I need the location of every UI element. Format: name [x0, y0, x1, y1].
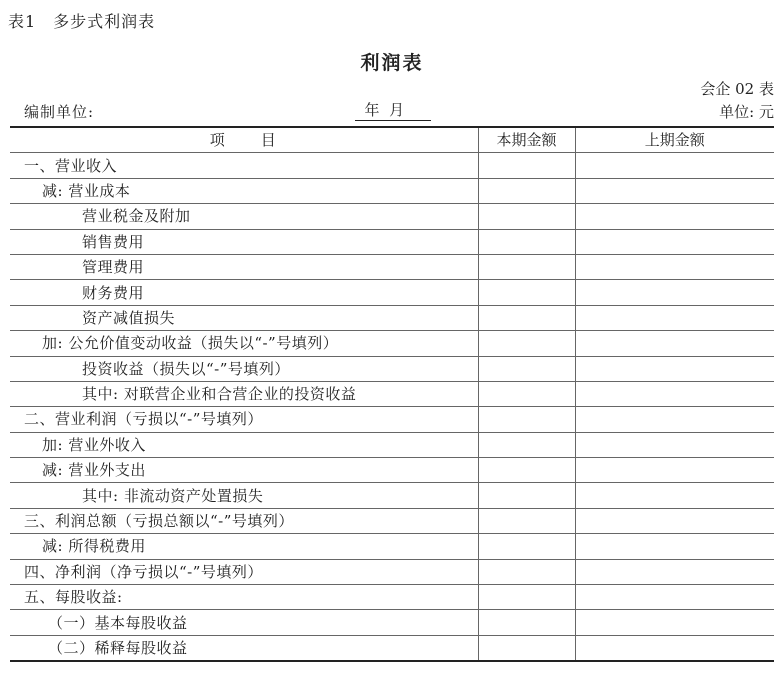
- table-row: [10, 229, 774, 254]
- table-row: [10, 305, 774, 330]
- prior-period-amount-cell: [575, 280, 774, 305]
- table-header-row: [10, 127, 774, 153]
- row-item-label: 一、营业收入: [10, 153, 478, 178]
- table-row: [10, 204, 774, 229]
- current-period-amount-cell: [478, 610, 575, 635]
- header-prior-period: 上期金额: [575, 127, 774, 153]
- page-title: 利润表: [360, 52, 424, 74]
- current-period-amount-cell: [478, 204, 575, 229]
- row-item-label: 减: 所得税费用: [10, 534, 478, 559]
- table-row: [10, 635, 774, 661]
- table-row: [10, 254, 774, 279]
- row-item-label: 四、净利润（净亏损以“-”号填列）: [10, 559, 478, 584]
- header-item: 项 目: [10, 127, 478, 153]
- current-period-amount-cell: [478, 153, 575, 178]
- table-row: [10, 331, 774, 356]
- prior-period-amount-cell: [575, 559, 774, 584]
- row-item-label: 减: 营业成本: [10, 178, 478, 203]
- current-period-amount-cell: [478, 534, 575, 559]
- prior-period-amount-cell: [575, 204, 774, 229]
- prior-period-amount-cell: [575, 178, 774, 203]
- row-item-label: 加: 营业外收入: [10, 432, 478, 457]
- currency-unit-label: 单位: 元: [719, 103, 774, 121]
- prior-period-amount-cell: [575, 585, 774, 610]
- current-period-amount-cell: [478, 178, 575, 203]
- header-current-period: 本期金额: [478, 127, 575, 153]
- row-item-label: 资产减值损失: [10, 305, 478, 330]
- row-item-label: 其中: 对联营企业和合营企业的投资收益: [10, 381, 478, 406]
- prior-period-amount-cell: [575, 432, 774, 457]
- current-period-amount-cell: [478, 254, 575, 279]
- prior-period-amount-cell: [575, 635, 774, 661]
- table-row: [10, 178, 774, 203]
- period-field: 年 月: [355, 99, 431, 121]
- current-period-amount-cell: [478, 483, 575, 508]
- row-item-label: 管理费用: [10, 254, 478, 279]
- table-row: [10, 559, 774, 584]
- prior-period-amount-cell: [575, 305, 774, 330]
- income-statement-table: [10, 126, 774, 662]
- row-item-label: 其中: 非流动资产处置损失: [10, 483, 478, 508]
- row-item-label: 二、营业利润（亏损以“-”号填列）: [10, 407, 478, 432]
- form-code: 会企 02 表: [700, 80, 774, 98]
- prior-period-amount-cell: [575, 610, 774, 635]
- prior-period-amount-cell: [575, 483, 774, 508]
- current-period-amount-cell: [478, 432, 575, 457]
- prior-period-amount-cell: [575, 153, 774, 178]
- current-period-amount-cell: [478, 331, 575, 356]
- row-item-label: 投资收益（损失以“-”号填列）: [10, 356, 478, 381]
- row-item-label: 营业税金及附加: [10, 204, 478, 229]
- current-period-amount-cell: [478, 585, 575, 610]
- current-period-amount-cell: [478, 458, 575, 483]
- current-period-amount-cell: [478, 305, 575, 330]
- table-row: [10, 407, 774, 432]
- table-row: [10, 610, 774, 635]
- table-row: [10, 432, 774, 457]
- prior-period-amount-cell: [575, 508, 774, 533]
- table-row: [10, 356, 774, 381]
- prior-period-amount-cell: [575, 254, 774, 279]
- prior-period-amount-cell: [575, 229, 774, 254]
- row-item-label: 五、每股收益:: [10, 585, 478, 610]
- table-row: [10, 153, 774, 178]
- table-row: [10, 508, 774, 533]
- row-item-label: 销售费用: [10, 229, 478, 254]
- table-row: [10, 381, 774, 406]
- prior-period-amount-cell: [575, 356, 774, 381]
- table-row: [10, 280, 774, 305]
- current-period-amount-cell: [478, 407, 575, 432]
- current-period-amount-cell: [478, 559, 575, 584]
- row-item-label: 减: 营业外支出: [10, 458, 478, 483]
- table-row: [10, 483, 774, 508]
- row-item-label: （一）基本每股收益: [10, 610, 478, 635]
- current-period-amount-cell: [478, 229, 575, 254]
- row-item-label: 三、利润总额（亏损总额以“-”号填列）: [10, 508, 478, 533]
- current-period-amount-cell: [478, 280, 575, 305]
- current-period-amount-cell: [478, 356, 575, 381]
- table-caption: 表1 多步式利润表: [8, 12, 156, 31]
- prior-period-amount-cell: [575, 458, 774, 483]
- current-period-amount-cell: [478, 508, 575, 533]
- row-item-label: 财务费用: [10, 280, 478, 305]
- table-row: [10, 458, 774, 483]
- table-body: [10, 153, 774, 661]
- table-row: [10, 534, 774, 559]
- row-item-label: 加: 公允价值变动收益（损失以“-”号填列）: [10, 331, 478, 356]
- prior-period-amount-cell: [575, 381, 774, 406]
- row-item-label: （二）稀释每股收益: [10, 635, 478, 661]
- prior-period-amount-cell: [575, 407, 774, 432]
- current-period-amount-cell: [478, 635, 575, 661]
- current-period-amount-cell: [478, 381, 575, 406]
- prior-period-amount-cell: [575, 331, 774, 356]
- preparing-unit-label: 编制单位:: [24, 103, 95, 121]
- prior-period-amount-cell: [575, 534, 774, 559]
- table-row: [10, 585, 774, 610]
